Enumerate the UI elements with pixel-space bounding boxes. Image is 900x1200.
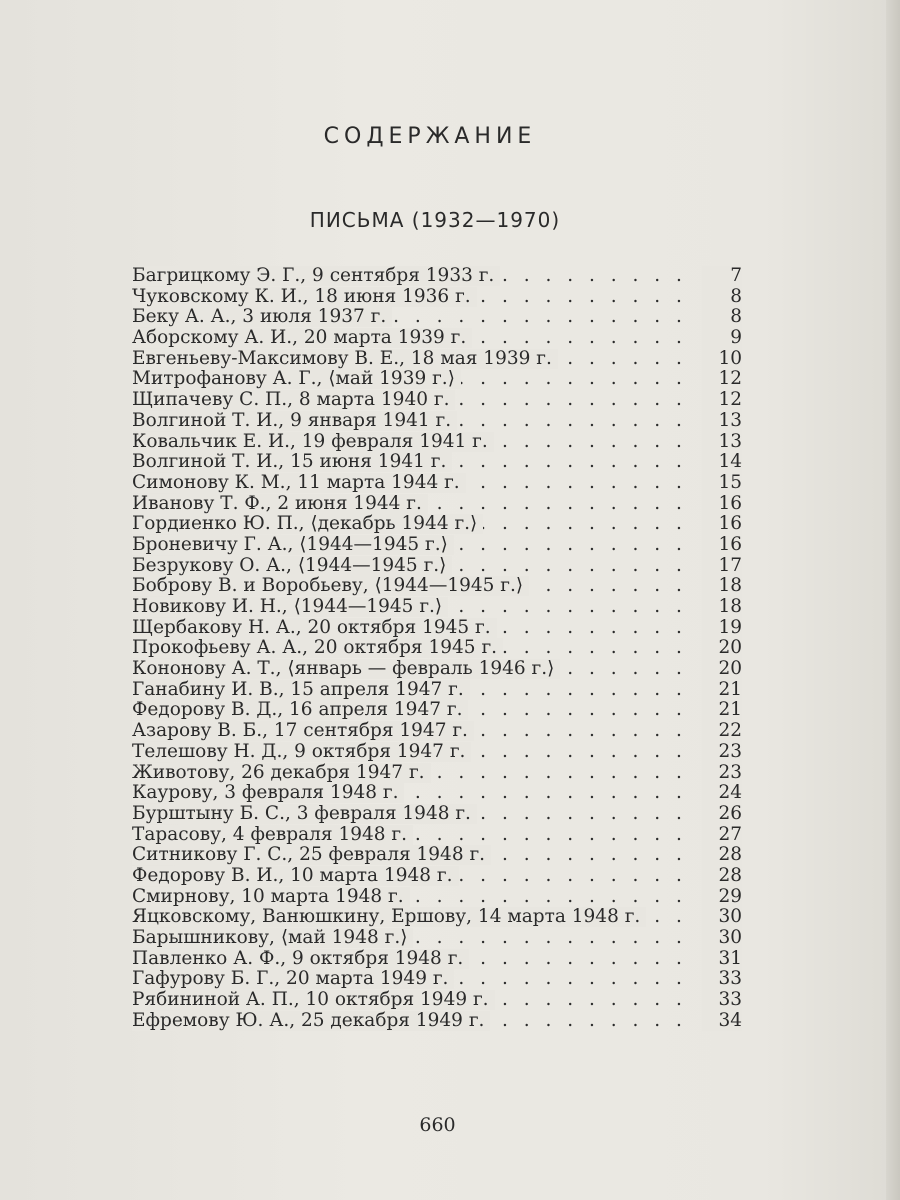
toc-entry-page: 21 xyxy=(702,700,742,721)
toc-entry xyxy=(132,866,742,887)
toc-entry-page: 13 xyxy=(702,432,742,453)
toc-entry-page: 22 xyxy=(702,721,742,742)
toc-entry-page: 7 xyxy=(702,266,742,287)
toc-entry-page: 20 xyxy=(702,638,742,659)
toc-entry-page: 24 xyxy=(702,783,742,804)
toc-entry xyxy=(132,349,742,370)
toc-entry xyxy=(132,618,742,639)
toc-entry-page: 17 xyxy=(702,556,742,577)
section-heading: ПИСЬМА (1932—1970) xyxy=(309,208,561,232)
toc-entry-text: Тарасову, 4 февраля 1948 г. xyxy=(132,825,413,845)
toc-entry-text: Бурштыну Б. С., 3 февраля 1948 г. xyxy=(132,804,477,824)
toc-entry-text: Симонову К. М., 11 марта 1944 г. xyxy=(132,473,466,493)
toc-entry-page: 16 xyxy=(702,494,742,515)
toc-entry-text: Евгеньеву-Максимову В. Е., 18 мая 1939 г. xyxy=(132,349,558,369)
toc-entry-page: 15 xyxy=(702,473,742,494)
toc-entry-text: Телешову Н. Д., 9 октября 1947 г. xyxy=(132,742,471,762)
toc-entry xyxy=(132,452,742,473)
toc-entry-text: Митрофанову А. Г., ⟨май 1939 г.⟩ xyxy=(132,369,461,389)
table-of-contents xyxy=(132,266,742,1031)
toc-entry-text: Павленко А. Ф., 9 октября 1948 г. xyxy=(132,949,469,969)
toc-entry xyxy=(132,721,742,742)
toc-entry-text: Броневичу Г. А., ⟨1944—1945 г.⟩ xyxy=(132,535,454,555)
toc-entry-page: 31 xyxy=(702,949,742,970)
toc-entry-page: 14 xyxy=(702,452,742,473)
toc-entry xyxy=(132,1011,742,1032)
toc-entry xyxy=(132,907,742,928)
toc-entry-text: Щипачеву С. П., 8 марта 1940 г. xyxy=(132,390,455,410)
toc-entry-page: 16 xyxy=(702,514,742,535)
toc-entry-text: Федорову В. И., 10 марта 1948 г. xyxy=(132,866,459,886)
toc-entry-text: Рябининой А. П., 10 октября 1949 г. xyxy=(132,990,495,1010)
toc-entry-page: 27 xyxy=(702,825,742,846)
toc-entry-text: Яцковскому, Ванюшкину, Ершову, 14 марта 1948 г. xyxy=(132,907,646,927)
toc-entry-page: 18 xyxy=(702,576,742,597)
toc-entry-text: Безрукову О. А., ⟨1944—1945 г.⟩ xyxy=(132,556,452,576)
toc-entry xyxy=(132,990,742,1011)
toc-entry-page: 33 xyxy=(702,990,742,1011)
toc-entry-text: Животову, 26 декабря 1947 г. xyxy=(132,763,431,783)
toc-entry xyxy=(132,969,742,990)
toc-entry xyxy=(132,638,742,659)
toc-entry xyxy=(132,556,742,577)
toc-entry-text: Федорову В. Д., 16 апреля 1947 г. xyxy=(132,700,468,720)
toc-entry xyxy=(132,825,742,846)
toc-entry-page: 10 xyxy=(702,349,742,370)
toc-entry-page: 9 xyxy=(702,328,742,349)
toc-entry-page: 8 xyxy=(702,287,742,308)
toc-entry-text: Аборскому А. И., 20 марта 1939 г. xyxy=(132,328,472,348)
toc-entry xyxy=(132,535,742,556)
toc-entry-page: 30 xyxy=(702,928,742,949)
toc-entry-page: 12 xyxy=(702,369,742,390)
toc-entry-page: 12 xyxy=(702,390,742,411)
toc-entry-page: 13 xyxy=(702,411,742,432)
toc-entry xyxy=(132,494,742,515)
toc-entry-page: 28 xyxy=(702,845,742,866)
toc-entry xyxy=(132,659,742,680)
toc-entry-text: Ганабину И. В., 15 апреля 1947 г. xyxy=(132,680,470,700)
toc-entry-page: 8 xyxy=(702,307,742,328)
toc-entry-page: 16 xyxy=(702,535,742,556)
toc-entry-text: Ефремову Ю. А., 25 декабря 1949 г. xyxy=(132,1011,490,1031)
toc-entry-page: 28 xyxy=(702,866,742,887)
toc-entry-text: Кононову А. Т., ⟨январь — февраль 1946 г.⟩ xyxy=(132,659,560,679)
toc-entry-page: 20 xyxy=(702,659,742,680)
toc-entry xyxy=(132,928,742,949)
toc-entry xyxy=(132,597,742,618)
toc-entry xyxy=(132,411,742,432)
toc-entry-text: Смирнову, 10 марта 1948 г. xyxy=(132,887,410,907)
toc-entry-text: Азарову В. Б., 17 сентября 1947 г. xyxy=(132,721,474,741)
toc-entry-page: 34 xyxy=(702,1011,742,1032)
toc-entry-text: Боброву В. и Воробьеву, ⟨1944—1945 г.⟩ xyxy=(132,576,529,596)
toc-entry-page: 26 xyxy=(702,804,742,825)
page-number: 660 xyxy=(419,1114,456,1136)
toc-entry-text: Волгиной Т. И., 15 июня 1941 г. xyxy=(132,452,452,472)
toc-entry-text: Иванову Т. Ф., 2 июня 1944 г. xyxy=(132,494,428,514)
toc-entry-text: Волгиной Т. И., 9 января 1941 г. xyxy=(132,411,457,431)
toc-entry xyxy=(132,887,742,908)
toc-entry-text: Щербакову Н. А., 20 октября 1945 г. xyxy=(132,618,497,638)
toc-entry xyxy=(132,287,742,308)
toc-entry xyxy=(132,949,742,970)
toc-entry xyxy=(132,514,742,535)
toc-entry xyxy=(132,576,742,597)
toc-entry xyxy=(132,680,742,701)
toc-entry xyxy=(132,700,742,721)
toc-entry xyxy=(132,783,742,804)
toc-entry-text: Багрицкому Э. Г., 9 сентября 1933 г. xyxy=(132,266,500,286)
toc-entry-text: Гордиенко Ю. П., ⟨декабрь 1944 г.⟩ xyxy=(132,514,483,534)
toc-entry xyxy=(132,328,742,349)
toc-entry-page: 21 xyxy=(702,680,742,701)
toc-entry-text: Гафурову Б. Г., 20 марта 1949 г. xyxy=(132,969,454,989)
toc-entry-page: 29 xyxy=(702,887,742,908)
toc-entry xyxy=(132,307,742,328)
toc-entry-text: Ковальчик Е. И., 19 февраля 1941 г. xyxy=(132,432,494,452)
toc-entry xyxy=(132,845,742,866)
page-title: СОДЕРЖАНИЕ xyxy=(323,124,537,149)
toc-entry-page: 23 xyxy=(702,742,742,763)
toc-entry-page: 30 xyxy=(702,907,742,928)
toc-entry-page: 33 xyxy=(702,969,742,990)
toc-entry xyxy=(132,763,742,784)
toc-entry xyxy=(132,390,742,411)
page-spine-shadow xyxy=(886,0,900,1200)
toc-entry-page: 23 xyxy=(702,763,742,784)
toc-entry-text: Новикову И. Н., ⟨1944—1945 г.⟩ xyxy=(132,597,448,617)
toc-entry xyxy=(132,804,742,825)
toc-entry-text: Чуковскому К. И., 18 июня 1936 г. xyxy=(132,287,477,307)
toc-entry-text: Каурову, 3 февраля 1948 г. xyxy=(132,783,404,803)
toc-entry-text: Ситникову Г. С., 25 февраля 1948 г. xyxy=(132,845,491,865)
toc-entry-page: 18 xyxy=(702,597,742,618)
toc-entry xyxy=(132,742,742,763)
toc-entry xyxy=(132,432,742,453)
toc-entry-text: Беку А. А., 3 июля 1937 г. xyxy=(132,307,392,327)
toc-entry-page: 19 xyxy=(702,618,742,639)
toc-entry-text: Барышникову, ⟨май 1948 г.⟩ xyxy=(132,928,413,948)
toc-entry xyxy=(132,473,742,494)
toc-entry xyxy=(132,266,742,287)
toc-entry-text: Прокофьеву А. А., 20 октября 1945 г. xyxy=(132,638,503,658)
toc-entry xyxy=(132,369,742,390)
